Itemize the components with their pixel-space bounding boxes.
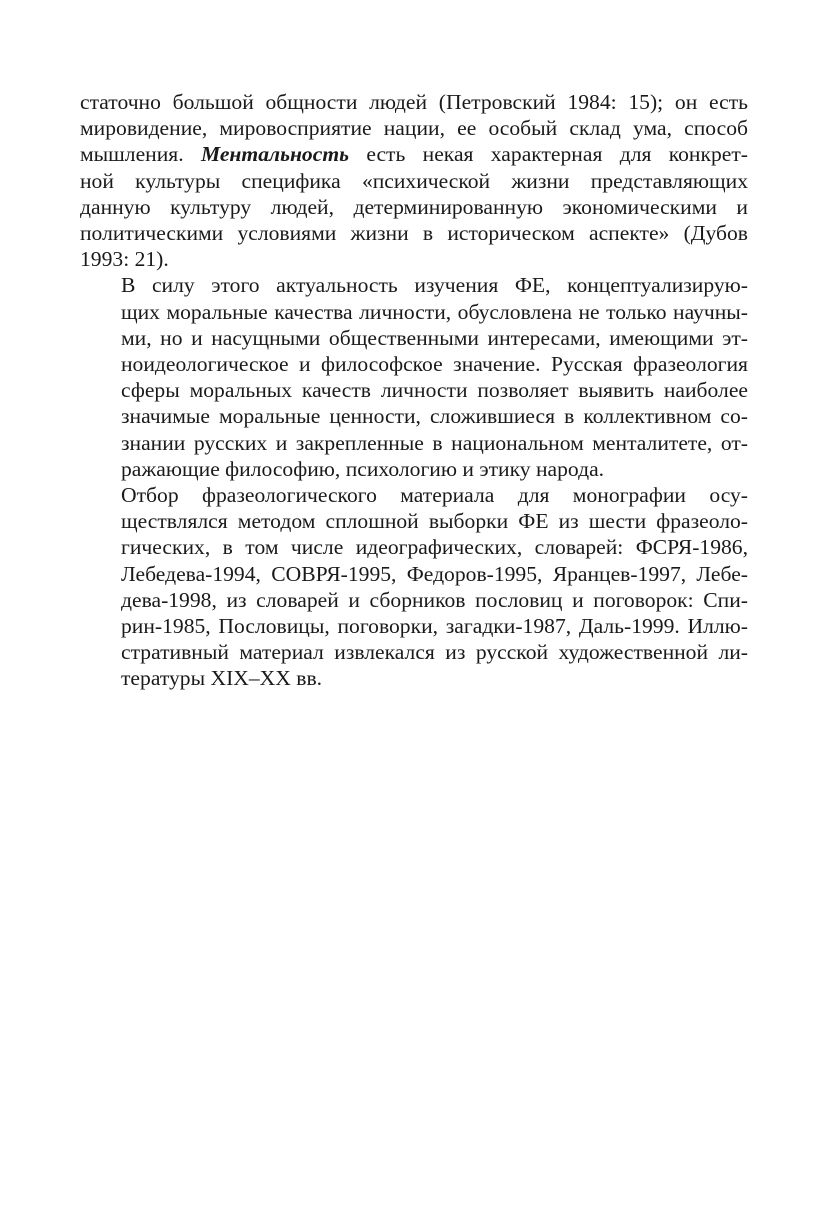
text-line: Лебедева-1994, СОВРЯ-1995, Федоров-1995, Яранцев-1997, Лебе- [121,561,748,586]
text-line: дева-1998, из словарей и сборников пословиц и поговорок: Спи- [121,587,748,612]
text-line: щих моральные качества личности, обусловлена не только научны- [121,299,748,324]
text-line: данную культуру людей, детерминированную экономическими и [80,194,748,219]
highlighted-term: Ментальность [200,142,349,167]
text-line: значимые моральные ценности, сложившиеся в коллективном со- [121,404,748,429]
text-line: знании русских и закрепленные в национальном менталитете, от- [121,430,748,455]
text-line: 1993: 21). [80,247,169,272]
text-line: ноидеологическое и философское значение. Русская фразеология [121,352,748,377]
paragraph-3 [80,482,748,692]
text-line-with-term [80,141,748,167]
text-line: Отбор фразеологического материала для монографии осу- [121,483,748,508]
text-line: политическими условиями жизни в историческом аспекте» (Дубов [80,221,748,246]
document-page [80,89,748,692]
text-line: ной культуры специфика «психической жизни представляющих [80,168,748,193]
paragraph-2 [80,272,748,482]
text-line: ми, но и насущными общественными интересами, имеющими эт- [121,325,748,350]
text-line: гических, в том числе идеографических, словарей: ФСРЯ-1986, [121,535,748,560]
text-line: В силу этого актуальность изучения ФЕ, концептуализирую- [121,273,748,298]
text-line: стративный материал извлекался из русской художественной ли- [121,640,748,665]
text-line: статочно большой общности людей (Петровский 1984: 15); он есть [80,90,748,114]
term-line-rest: есть некая характерная для конкрет- [348,142,748,167]
text-line: рин-1985, Пословицы, поговорки, загадки-1987, Даль-1999. Иллю- [121,614,748,639]
paragraph-1 [80,89,748,272]
text-line: ражающие философию, психологию и этику народа. [121,456,605,481]
term-line-prefix: мышления. [80,142,201,167]
text-line: тературы XIX–XX вв. [121,666,323,691]
text-line: мировидение, мировосприятие нации, ее особый склад ума, способ [80,116,748,141]
text-line: сферы моральных качеств личности позволяет выявить наиболее [121,378,748,403]
text-line: ществлялся методом сплошной выборки ФЕ из шести фразеоло- [121,509,748,534]
